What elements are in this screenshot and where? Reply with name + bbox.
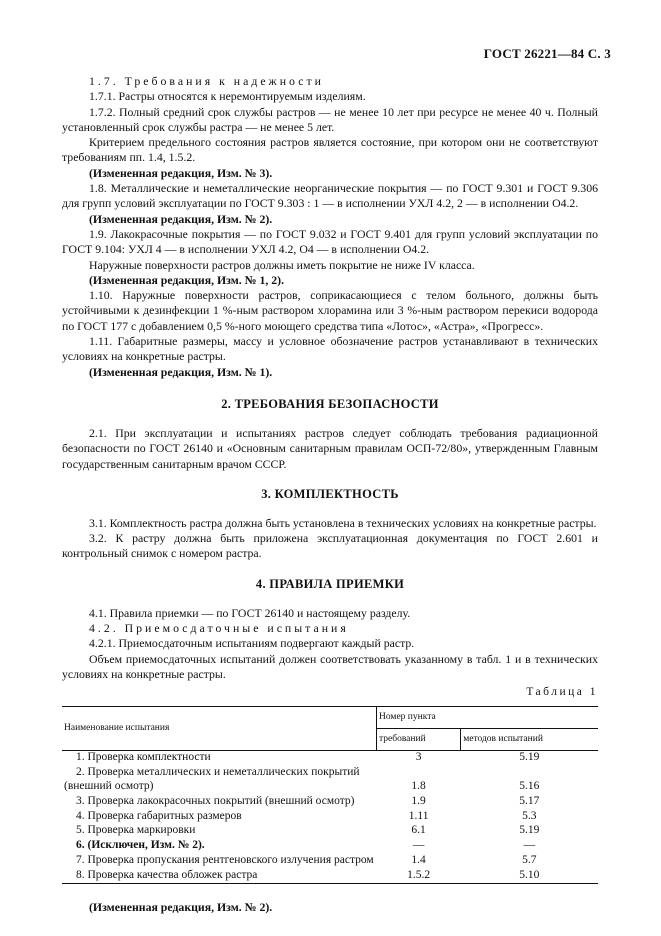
paragraph-1-11: 1.11. Габаритные размеры, массу и условное обозначение растров устанавливают в технических условиях на конкретные растры. bbox=[62, 334, 598, 364]
method-ref: 5.19 bbox=[519, 824, 540, 837]
test-name: 4. Проверка габаритных размеров bbox=[76, 809, 242, 822]
paragraph-1-8: 1.8. Металлические и неметаллические неорганические покрытия — по ГОСТ 9.301 и ГОСТ 9.306 для групп условий эксплуатации по ГОСТ 9.303 : 1 — в исполнении УХЛ 4.2, 2 — в исполнении О4.2. bbox=[62, 181, 598, 211]
section-3-title: 3. КОМПЛЕКТНОСТЬ bbox=[261, 486, 399, 501]
column-header-name: Наименование испытания bbox=[62, 706, 377, 750]
test-name: 8. Проверка качества обложек растра bbox=[62, 869, 377, 884]
method-ref: 5.17 bbox=[519, 795, 540, 808]
table-row bbox=[62, 854, 598, 869]
requirement-ref: 6.1 bbox=[411, 824, 426, 837]
table-row bbox=[62, 839, 598, 854]
paragraph-4-1: 4.1. Правила приемки — по ГОСТ 26140 и настоящему разделу. bbox=[89, 605, 411, 620]
requirement-ref: 1.4 bbox=[411, 853, 426, 866]
test-name-continued: (внешний осмотр) bbox=[64, 780, 154, 793]
table-row bbox=[62, 766, 598, 781]
requirement-ref: 3 bbox=[415, 750, 422, 763]
section-1-7-heading: 1.7. Требования к надежности bbox=[89, 74, 324, 88]
table-row bbox=[62, 810, 598, 825]
page-header: ГОСТ 26221—84 С. 3 bbox=[483, 46, 611, 61]
method-ref: 5.10 bbox=[461, 869, 598, 884]
paragraph-1-7-1: 1.7.1. Растры относятся к неремонтируемым изделиям. bbox=[89, 89, 366, 104]
paragraph-1-7-2: 1.7.2. Полный средний срок службы растров — не менее 10 лет при ресурсе не менее 40 ч. Полный установленный срок службы растра — не менее 5 лет. bbox=[62, 104, 598, 134]
paragraph-4-2-1: 4.2.1. Приемосдаточным испытаниям подвергают каждый растр. bbox=[89, 636, 415, 651]
paragraph-1-9: 1.9. Лакокрасочные покрытия — по ГОСТ 9.032 и ГОСТ 9.401 для групп условий эксплуатации по ГОСТ 9.104: УХЛ 4 — в исполнении УХЛ 4.2, О4 — в исполнении О4.2. bbox=[62, 226, 598, 257]
column-header-group: Номер пункта bbox=[377, 706, 599, 728]
requirement-ref: — bbox=[412, 839, 425, 852]
method-ref: 5.3 bbox=[522, 809, 537, 822]
test-name: 2. Проверка металлических и неметаллических покрытий bbox=[76, 765, 360, 778]
paragraph-3-1: 3.1. Комплектность растра должна быть установлена в технических условиях на конкретные растры. bbox=[89, 515, 597, 530]
test-name: 7. Проверка пропускания рентгеновского излучения растром bbox=[76, 853, 374, 866]
test-name: 6. (Исключен, Изм. № 2). bbox=[76, 839, 205, 852]
method-ref: 5.19 bbox=[519, 750, 540, 763]
requirement-ref: 1.9 bbox=[411, 795, 426, 808]
paragraph-1-10: 1.10. Наружные поверхности растров, соприкасающиеся с телом больного, должны быть устойчивыми к дезинфекции 1 %-ным раствором хлорамина или 3 %-ным раствором перекиси водорода по ГОСТ 177 с добавлением 0,5 %-ного моющего средства типа «Лотос», «Астра», «Прогресс». bbox=[62, 288, 598, 333]
requirement-ref: 1.11 bbox=[408, 809, 429, 822]
edit-note: (Измененная редакция, Изм. № 2). bbox=[89, 900, 273, 915]
table-row-continued bbox=[62, 780, 598, 795]
column-header-methods: методов испытаний bbox=[461, 728, 598, 750]
method-ref: — bbox=[523, 839, 536, 852]
table-row bbox=[62, 750, 598, 765]
table-row bbox=[62, 824, 598, 839]
tests-table bbox=[62, 706, 598, 885]
table-row bbox=[62, 795, 598, 810]
requirement-ref: 1.8 bbox=[411, 780, 426, 793]
table-caption: Таблица 1 bbox=[526, 686, 598, 699]
paragraph-4-2: 4.2. Приемосдаточные испытания bbox=[89, 621, 349, 636]
paragraph-2-1: 2.1. При эксплуатации и испытаниях растров следует соблюдать требования радиационной безопасности по ГОСТ 26140 и «Основным санитарным правилам ОСП-72/80», утвержденным Главным государственным санитарным врачом СССР. bbox=[62, 425, 598, 471]
edit-note: (Измененная редакция, Изм. № 3). bbox=[89, 165, 273, 180]
section-2-title: 2. ТРЕБОВАНИЯ БЕЗОПАСНОСТИ bbox=[221, 396, 439, 411]
edit-note: (Измененная редакция, Изм. № 2). bbox=[89, 211, 273, 226]
paragraph-3-2: 3.2. К растру должна быть приложена эксплуатационная документация по ГОСТ 2.601 и контрольный снимок с номером растра. bbox=[62, 531, 598, 561]
paragraph-1-9-class: Наружные поверхности растров должны иметь покрытие не ниже IV класса. bbox=[89, 257, 475, 272]
requirement-ref: 1.5.2 bbox=[377, 869, 461, 884]
table-row bbox=[62, 869, 598, 884]
paragraph-4-2-1-scope: Объем приемосдаточных испытаний должен соответствовать указанному в табл. 1 и в технических условиях на конкретные растры. bbox=[62, 651, 598, 681]
edit-note: (Измененная редакция, Изм. № 1, 2). bbox=[89, 272, 285, 287]
test-name: 3. Проверка лакокрасочных покрытий (внешний осмотр) bbox=[76, 795, 355, 808]
document-body bbox=[62, 74, 598, 916]
section-4-title: 4. ПРАВИЛА ПРИЕМКИ bbox=[255, 576, 405, 591]
method-ref: 5.16 bbox=[519, 780, 540, 793]
test-name: 5. Проверка маркировки bbox=[76, 824, 196, 837]
paragraph-1-7-criterion: Критерием предельного состояния растров является состояние, при котором они не соответствуют требованиям пп. 1.4, 1.5.2. bbox=[62, 135, 598, 165]
column-header-requirements: требований bbox=[377, 728, 461, 750]
edit-note: (Измененная редакция, Изм. № 1). bbox=[89, 364, 273, 379]
method-ref: 5.7 bbox=[522, 853, 537, 866]
test-name: 1. Проверка комплектности bbox=[76, 750, 211, 763]
